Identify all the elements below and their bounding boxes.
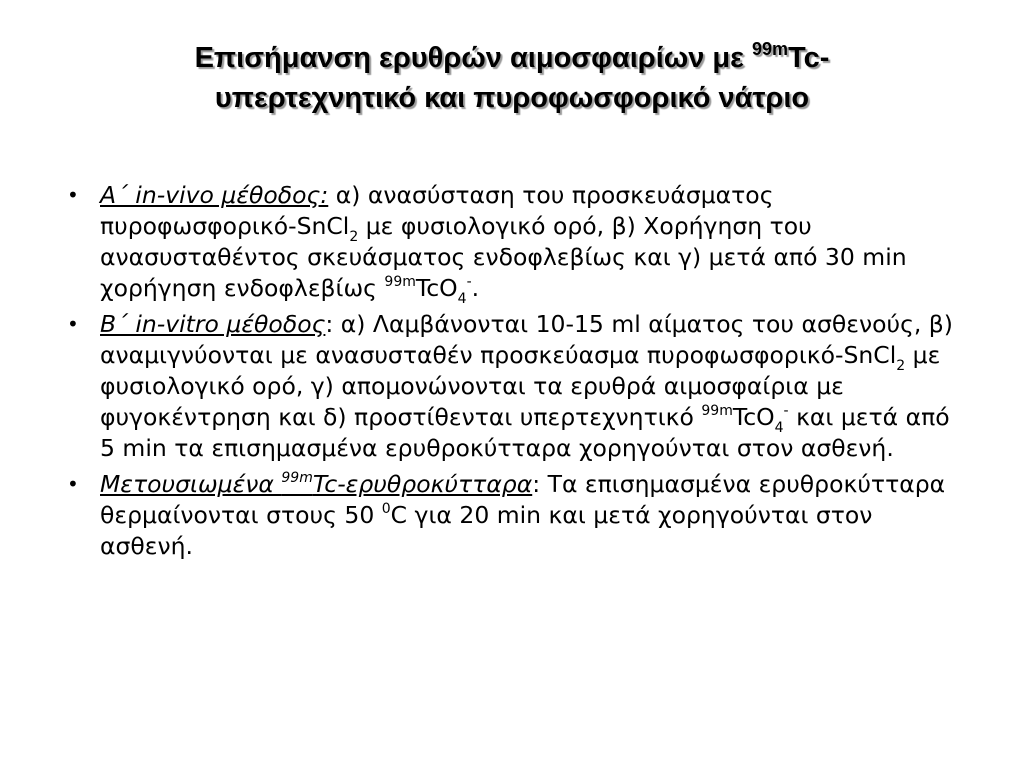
- title-line-1: Επισήμανση ερυθρών αιμοσφαιρίων με $^{99m}$Tc-: [194, 39, 830, 74]
- bullet-in-vivo: • Α΄ in-vivo μέθοδος: α) ανασύσταση του προσκευάσματος πυροφωσφορικό-SnCl$_2$ με φυσιολογικό ορό, β) Χορήγηση του ανασυσταθέντος σκευάσματος ενδοφλεβίως και γ) μετά από 30 min χορήγηση ενδοφλεβίως $^{99m}$TcO$_4$-.: [67, 181, 907, 307]
- bullet-heading: Μετουσιωμένα $^{99m}$Tc-ερυθροκύτταρα: [100, 470, 533, 498]
- bullet-list: [60, 180, 960, 567]
- isotope-superscript: 99m: [752, 39, 789, 60]
- bullet-icon: •: [67, 312, 79, 336]
- bullet-heading: Α΄ in-vivo μέθοδος:: [100, 181, 329, 209]
- slide-title: [70, 38, 954, 118]
- bullet-denatured: • Μετουσιωμένα $^{99m}$Tc-ερυθροκύτταρα: Τα επισημασμένα ερυθροκύτταρα θερμαίνονται στους 50 $^0$C για 20 min και μετά χορηγούνται στον ασθενή.: [67, 470, 946, 560]
- bullet-heading: Β΄ in-vitro μέθοδος: [100, 310, 326, 338]
- bullet-icon: •: [67, 472, 79, 496]
- bullet-in-vitro: • Β΄ in-vitro μέθοδος: α) Λαμβάνονται 10-15 ml αίματος του ασθενούς, β) αναμιγνύονται με ανασυσταθέν προσκεύασμα πυροφωσφορικό-SnCl$_2$ με φυσιολογικό ορό, γ) απομονώνονται τα ερυθρά αιμοσφαίρια με φυγοκέντρηση και δ) προστίθενται υπερτεχνητικό $^{99m}$TcO$_4$- και μετά από 5 min τα επισημασμένα ερυθροκύτταρα χορηγούνται στον ασθενή.: [67, 310, 953, 462]
- bullet-icon: •: [67, 183, 79, 207]
- title-line-2: υπερτεχνητικό και πυροφωσφορικό νάτριο: [214, 82, 810, 114]
